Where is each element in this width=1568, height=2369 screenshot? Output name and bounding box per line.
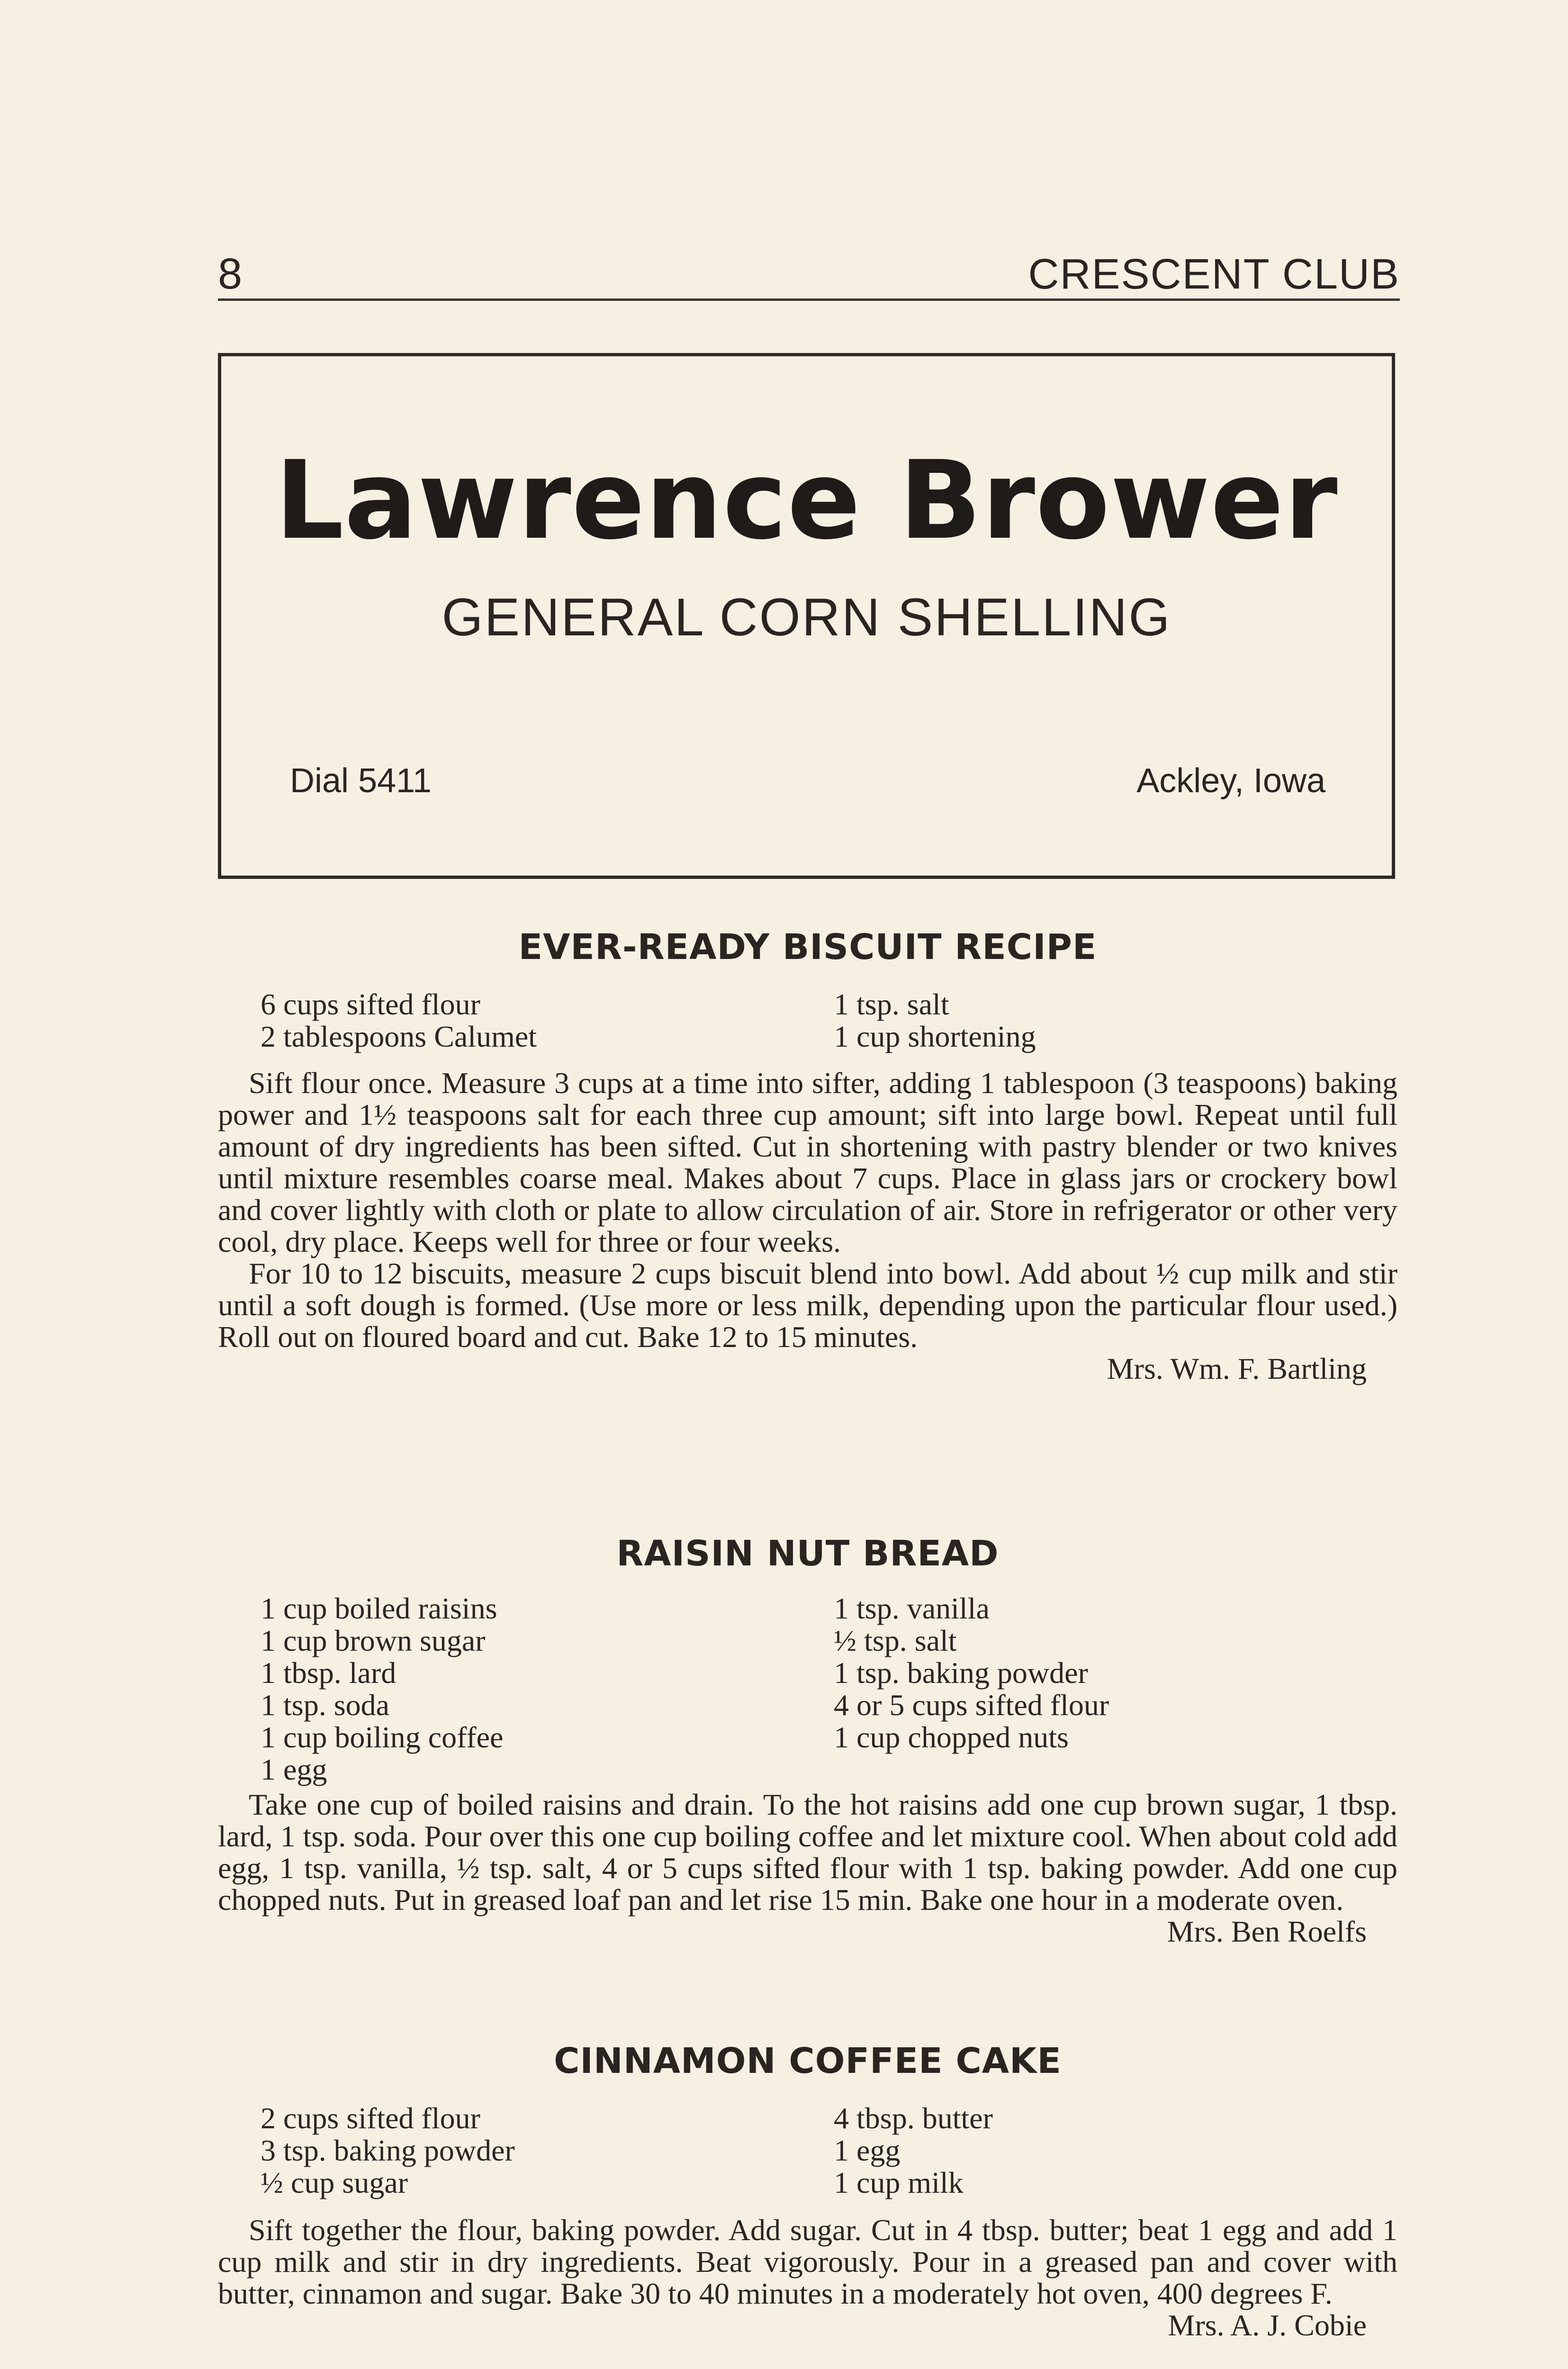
- recipe-title: RAISIN NUT BREAD: [616, 1533, 999, 1574]
- ingredient: 1 egg: [261, 1753, 327, 1786]
- running-title: CRESCENT CLUB: [1028, 251, 1400, 298]
- advertisement-box: [218, 353, 1395, 879]
- ingredient-column-left: [261, 988, 537, 1053]
- ingredient: 1 tbsp. lard: [261, 1656, 397, 1690]
- ingredient-list: [218, 1592, 1397, 1787]
- ingredient-list: [218, 988, 1397, 1055]
- ingredient: 1 egg: [834, 2134, 901, 2167]
- recipe-instructions: For 10 to 12 biscuits, measure 2 cups biscuit blend into bowl. Add about ½ cup milk and stir until a soft dough is formed. (Use more or less milk, depending upon the particular flour used.) Roll out on floured board and cut. Bake 12 to 15 minutes.: [218, 1257, 1397, 1354]
- ingredient: 1 tsp. vanilla: [834, 1591, 990, 1625]
- ingredient: 1 tsp. baking powder: [834, 1656, 1088, 1690]
- recipe-instructions: Take one cup of boiled raisins and drain. To the hot raisins add one cup brown sugar, 1 tbsp. lard, 1 tsp. soda. Pour over this one cup boiling coffee and let mixture cool. When about cold add egg, 1 tsp. vanilla, ½ tsp. salt, 4 or 5 cups sifted flour with 1 tsp. baking powder. Add one cup chopped nuts. Put in greased loaf pan and let rise 15 min. Bake one hour in a moderate oven.: [218, 1788, 1397, 1917]
- ingredient: 3 tsp. baking powder: [261, 2134, 515, 2167]
- advertiser-tagline: GENERAL CORN SHELLING: [442, 588, 1171, 647]
- ingredient: 1 cup boiled raisins: [261, 1591, 497, 1625]
- ingredient: 2 cups sifted flour: [261, 2101, 480, 2135]
- ingredient: ½ tsp. salt: [834, 1624, 957, 1657]
- advertiser-phone: Dial 5411: [290, 762, 432, 800]
- recipe-instructions: Sift flour once. Measure 3 cups at a time into sifter, adding 1 tablespoon (3 teaspoons) baking power and 1½ teaspoons salt for each three cup amount; sift into large bowl. Repeat until full amount of dry ingredients has been sifted. Cut in shortening with pastry blender or two knives until mixture resembles coarse meal. Makes about 7 cups. Place in glass jars or crockery bowl and cover lightly with cloth or plate to allow circulation of air. Store in refrigerator or other very cool, dry place. Keeps well for three or four weeks.: [218, 1066, 1397, 1258]
- ingredient: 1 cup shortening: [834, 1020, 1036, 1053]
- ingredient-column-left: [261, 1592, 503, 1786]
- ingredient: 1 cup chopped nuts: [834, 1720, 1069, 1754]
- advertiser-name: Lawrence Brower: [275, 437, 1338, 563]
- ingredient-column-right: [834, 988, 1036, 1053]
- running-header: [218, 246, 1400, 301]
- ingredient: 1 cup brown sugar: [261, 1624, 486, 1657]
- recipe-contributor: Mrs. Ben Roelfs: [1167, 1915, 1367, 1948]
- ingredient: 2 tablespoons Calumet: [261, 1020, 537, 1053]
- ingredient: 1 cup milk: [834, 2166, 964, 2199]
- recipe-ever-ready-biscuit: [218, 927, 1397, 1385]
- recipe-raisin-nut-bread: [218, 1533, 1397, 1948]
- ingredient: 1 tsp. salt: [834, 987, 949, 1021]
- ingredient: 4 tbsp. butter: [834, 2101, 993, 2135]
- ingredient-list: [218, 2102, 1397, 2202]
- recipe-contributor: Mrs. A. J. Cobie: [1168, 2308, 1367, 2342]
- advertiser-location: Ackley, Iowa: [1136, 762, 1325, 800]
- ingredient: 6 cups sifted flour: [261, 987, 480, 1021]
- ingredient: 1 tsp. soda: [261, 1688, 389, 1722]
- ingredient-column-right: [834, 2102, 993, 2199]
- recipe-cinnamon-coffee-cake: [218, 2043, 1397, 2341]
- recipe-contributor: Mrs. Wm. F. Bartling: [1107, 1352, 1367, 1385]
- recipe-title: EVER-READY BISCUIT RECIPE: [518, 927, 1097, 967]
- ingredient-column-left: [261, 2102, 515, 2199]
- ingredient: ½ cup sugar: [261, 2166, 408, 2199]
- page-number: 8: [218, 250, 243, 298]
- ingredient: 1 cup boiling coffee: [261, 1720, 504, 1754]
- recipe-title: CINNAMON COFFEE CAKE: [554, 2041, 1062, 2081]
- ingredient: 4 or 5 cups sifted flour: [834, 1688, 1109, 1722]
- ingredient-column-right: [834, 1592, 1109, 1754]
- recipe-instructions: Sift together the flour, baking powder. Add sugar. Cut in 4 tbsp. butter; beat 1 egg and add 1 cup milk and stir in dry ingredients. Beat vigorously. Pour in a greased pan and cover with butter, cinnamon and sugar. Bake 30 to 40 minutes in a moderately hot oven, 400 degrees F.: [218, 2213, 1397, 2310]
